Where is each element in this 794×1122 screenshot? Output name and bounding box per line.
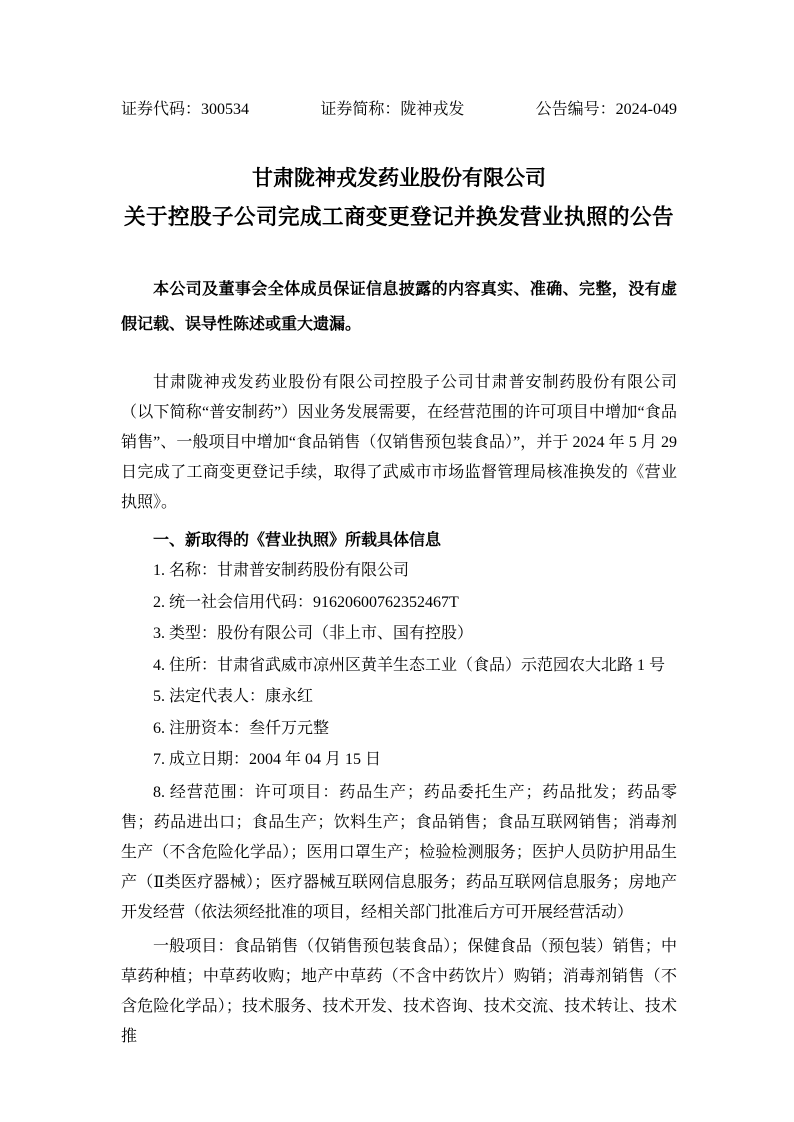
stock-abbr: 证券简称：陇神戎发: [320, 101, 465, 118]
license-item-name: 1. 名称：甘肃普安制药股份有限公司: [153, 562, 410, 579]
document-header: [121, 100, 677, 120]
section-1-heading: 一、新取得的《营业执照》所载具体信息: [153, 532, 442, 549]
license-item-address: 4. 住所：甘肃省武威市凉州区黄羊生态工业（食品）示范园农大北路 1 号: [153, 656, 666, 674]
disclosure-statement: 本公司及董事会全体成员保证信息披露的内容真实、准确、完整，没有虚假记载、误导性陈述或重大遗漏。: [121, 281, 677, 333]
license-item-legal-representative: 5. 法定代表人：康永红: [153, 688, 314, 705]
license-item-registered-capital: 6. 注册资本：叁仟万元整: [153, 719, 330, 737]
license-item-type: 3. 类型：股份有限公司（非上市、国有控股）: [153, 625, 474, 642]
intro-paragraph: 甘肃陇神戎发药业股份有限公司控股子公司甘肃普安制药股份有限公司（以下简称“普安制药”）因业务发展需要，在经营范围的许可项目中增加“食品销售”、一般项目中增加“食品销售（仅销售预包装食品）”，并于 2024 年 5 月 29 日完成了工商变更登记手续，取得了武威市市场监督管理局核准换发的《营业执照》。: [121, 374, 677, 511]
license-item-business-scope: 8. 经营范围：许可项目：药品生产；药品委托生产；药品批发；药品零售；药品进出口；食品生产；饮料生产；食品销售；食品互联网销售；消毒剂生产（不含危险化学品）；医用口罩生产；检验检测服务；医护人员防护用品生产（Ⅱ类医疗器械）；医疗器械互联网信息服务；药品互联网信息服务；房地产开发经营（依法须经批准的项目，经相关部门批准后方可开展经营活动）: [121, 784, 677, 921]
company-name-title: 甘肃陇神戎发药业股份有限公司: [252, 166, 546, 190]
license-item-establish-date: 7. 成立日期：2004 年 04 月 15 日: [153, 751, 382, 768]
stock-code: 证券代码：300534: [121, 101, 250, 118]
announcement-number: 公告编号：2024-049: [535, 101, 677, 118]
license-item-credit-code: 2. 统一社会信用代码：91620600762352467T: [153, 593, 459, 611]
general-items-paragraph: 一般项目：食品销售（仅销售预包装食品）；保健食品（预包装）销售；中草药种植；中草药收购；地产中草药（不含中药饮片）购销；消毒剂销售（不含危险化学品）；技术服务、技术开发、技术咨询、技术交流、技术转让、技术推: [121, 938, 677, 1045]
document-content: [121, 0, 677, 1052]
announcement-title: 关于控股子公司完成工商变更登记并换发营业执照的公告: [123, 205, 674, 229]
